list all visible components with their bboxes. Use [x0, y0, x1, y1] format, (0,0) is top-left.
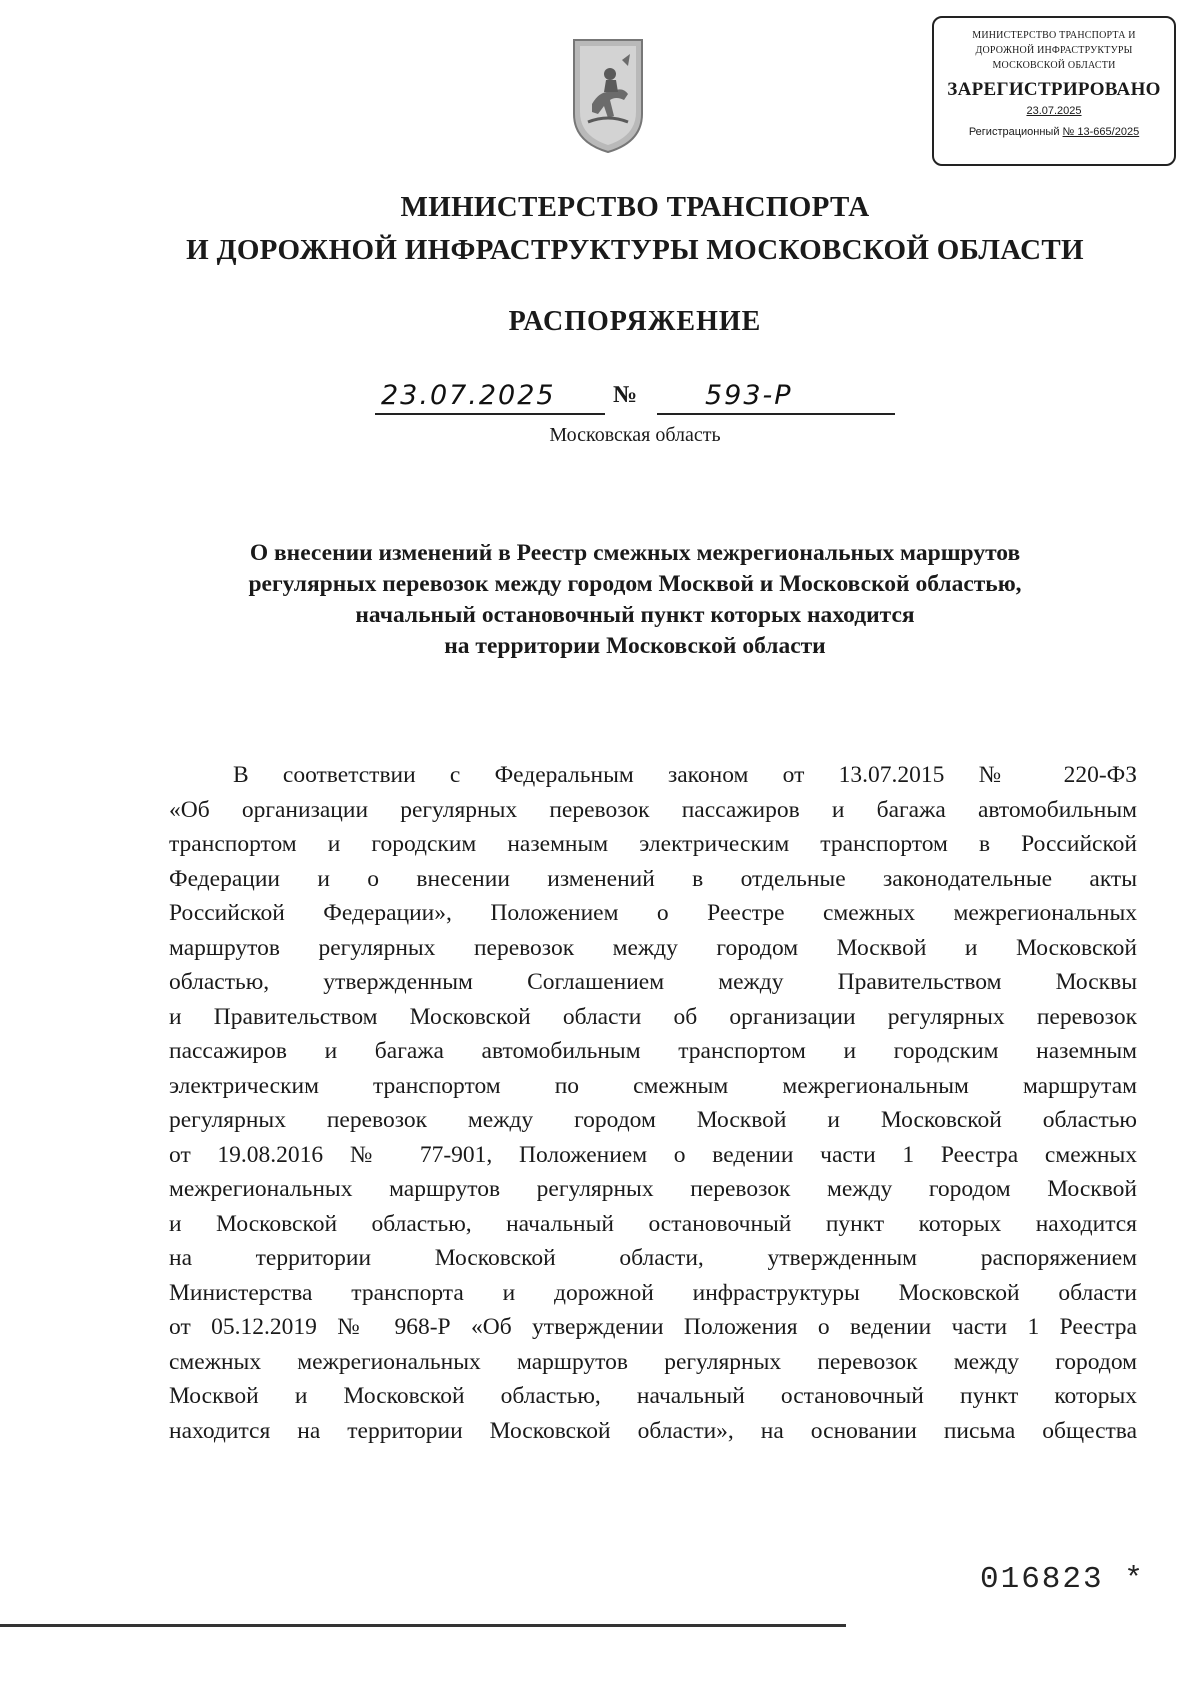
date-number-row — [375, 376, 895, 420]
body-line: и Московской областью, начальный остановочный пункт которых находится — [169, 1210, 1137, 1237]
ministry-line: МИНИСТЕРСТВО ТРАНСПОРТА — [400, 191, 870, 223]
subject-line: регулярных перевозок между городом Москвой и Московской областью, — [248, 571, 1022, 597]
stamp-org-line: МОСКОВСКОЙ ОБЛАСТИ — [992, 60, 1116, 71]
body-line: от 05.12.2019 № 968-Р «Об утверждении Положения о ведении части 1 Реестра — [169, 1314, 1137, 1340]
body-line: транспортом и городским наземным электрическим транспортом в Российской — [169, 831, 1137, 857]
body-line: пассажиров и багажа автомобильным транспортом и городским наземным — [169, 1038, 1137, 1064]
footer-code: 016823 * — [980, 1562, 1145, 1597]
body-line: В соответствии с Федеральным законом от 13.07.2015 № 220-ФЗ — [233, 762, 1137, 788]
body-line: смежных межрегиональных маршрутов регулярных перевозок между городом — [169, 1348, 1137, 1375]
document-subject — [0, 538, 1200, 662]
body-line: от 19.08.2016 № 77-901, Положением о ведении части 1 Реестра смежных — [169, 1141, 1137, 1168]
date-underline — [375, 413, 605, 415]
body-line: на территории Московской области, утвержденным распоряжением — [169, 1245, 1137, 1271]
stamp-reg-number: № 13-665/2025 — [1062, 126, 1140, 138]
stamp-reg-label: Регистрационный — [968, 126, 1060, 138]
coat-of-arms-icon — [570, 36, 646, 154]
body-line: регулярных перевозок между городом Москвой и Московской областью — [169, 1107, 1137, 1133]
ministry-line: И ДОРОЖНОЙ ИНФРАСТРУКТУРЫ МОСКОВСКОЙ ОБЛАСТИ — [186, 234, 1084, 266]
document-type: РАСПОРЯЖЕНИЕ — [508, 306, 762, 337]
stamp-org-line: ДОРОЖНОЙ ИНФРАСТРУКТУРЫ — [975, 45, 1133, 56]
body-line: электрическим транспортом по смежным межрегиональным маршрутам — [169, 1072, 1137, 1099]
body-line: находится на территории Московской области», на основании письма общества — [169, 1417, 1137, 1444]
body-line: межрегиональных маршрутов регулярных перевозок между городом Москвой — [169, 1176, 1137, 1202]
ministry-heading — [0, 186, 1200, 272]
body-line: Москвой и Московской областью, начальный остановочный пункт которых — [169, 1383, 1137, 1409]
number-sign: № — [613, 382, 638, 408]
body-line: Российской Федерации», Положением о Реестре смежных межрегиональных — [169, 900, 1137, 926]
handwritten-number: 593-Р — [705, 380, 793, 411]
subject-line: на территории Московской области — [444, 633, 826, 659]
body-line: и Правительством Московской области об организации регулярных перевозок — [169, 1003, 1137, 1030]
bottom-divider — [0, 1624, 846, 1627]
body-line: областью, утвержденным Соглашением между Правительством Москвы — [169, 969, 1137, 995]
subject-line: О внесении изменений в Реестр смежных межрегиональных маршрутов — [249, 540, 1021, 566]
number-underline — [657, 413, 895, 415]
body-line: маршрутов регулярных перевозок между городом Москвой и Московской — [169, 934, 1137, 961]
handwritten-date: 23.07.2025 — [381, 380, 556, 411]
body-line: «Об организации регулярных перевозок пассажиров и багажа автомобильным — [169, 796, 1137, 823]
stamp-date: 23.07.2025 — [1026, 105, 1082, 117]
location: Московская область — [549, 424, 721, 446]
body-line: Федерации и о внесении изменений в отдельные законодательные акты — [169, 865, 1137, 892]
registration-stamp — [932, 16, 1176, 166]
body-line: Министерства транспорта и дорожной инфраструктуры Московской области — [169, 1279, 1137, 1306]
subject-line: начальный остановочный пункт которых находится — [355, 602, 915, 628]
body-paragraph — [169, 758, 1137, 1448]
stamp-org-line: МИНИСТЕРСТВО ТРАНСПОРТА И — [972, 30, 1136, 41]
stamp-status: ЗАРЕГИСТРИРОВАНО — [947, 79, 1161, 100]
stamp-registration-number — [934, 123, 1174, 141]
